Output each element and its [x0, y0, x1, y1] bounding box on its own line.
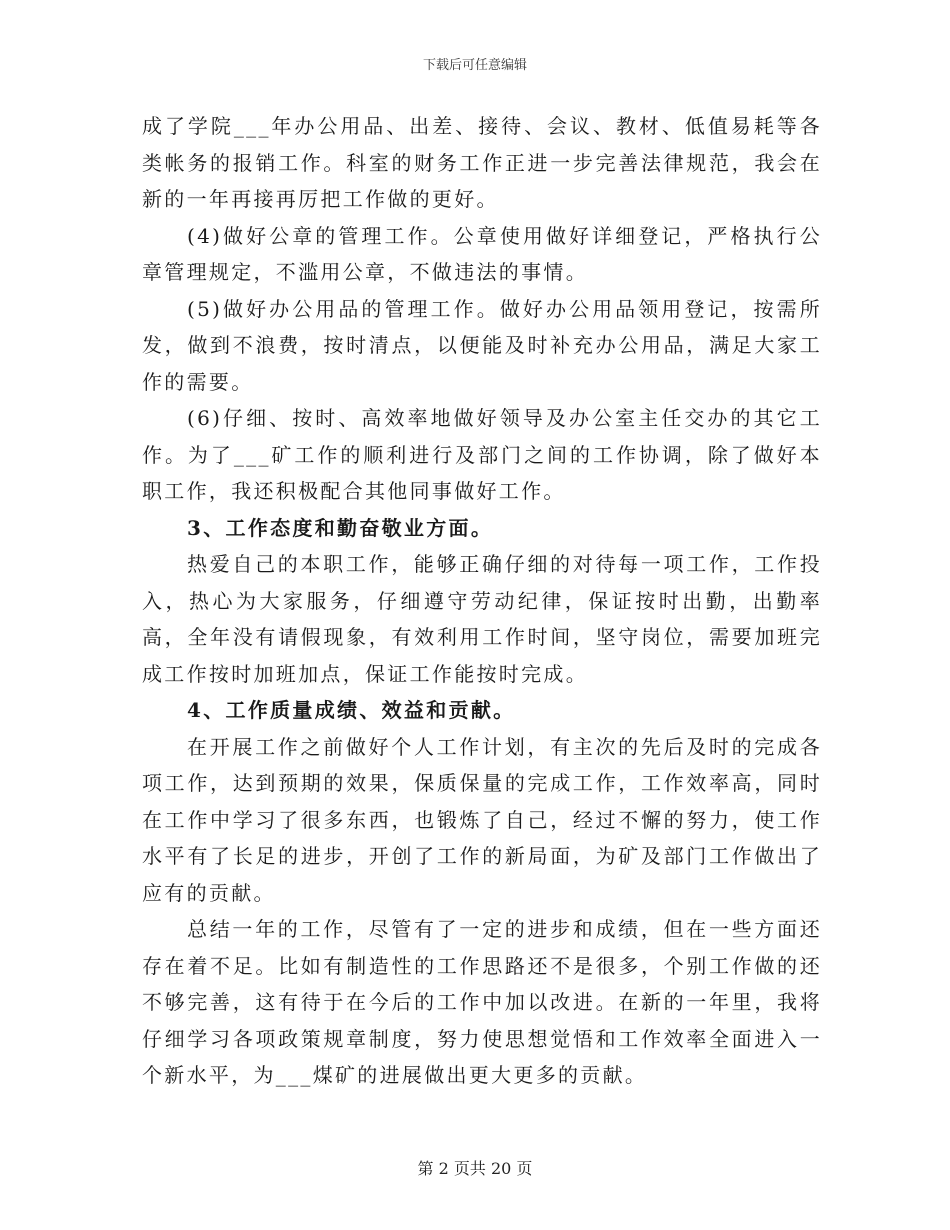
paragraph-summary: 总结一年的工作，尽管有了一定的进步和成绩，但在一些方面还存在着不足。比如有制造性的工作思路还不是很多，个别工作做的还不够完善，这有待于在今后的工作中加以改进。在新的一年里，我将仔细学习各项政策规章制度，努力使思想觉悟和工作效率全面进入一个新水平，为___煤矿的进展做出更大更多的贡献。: [142, 917, 822, 1087]
paragraph-item-5: (5)做好办公用品的管理工作。做好办公用品领用登记，按需所发，做到不浪费，按时清点，以便能及时补充办公用品，满足大家工作的需要。: [142, 296, 822, 394]
section-heading-4: 4、工作质量成绩、效益和贡献。: [187, 698, 516, 722]
document-body: [142, 108, 822, 1094]
paragraph-item-4: (4)做好公章的管理工作。公章使用做好详细登记，严格执行公章管理规定，不滥用公章，不做违法的事情。: [142, 223, 822, 284]
page-header: 下载后可任意编辑: [422, 58, 527, 73]
page-footer: 第 2 页共 20 页: [417, 1159, 533, 1178]
paragraph-1: 成了学院___年办公用品、出差、接待、会议、教材、低值易耗等各类帐务的报销工作。科室的财务工作正进一步完善法律规范，我会在新的一年再接再厉把工作做的更好。: [142, 114, 822, 211]
section-heading-3: 3、工作态度和勤奋敬业方面。: [187, 515, 494, 540]
paragraph-item-6: (6)仔细、按时、高效率地做好领导及办公室主任交办的其它工作。为了___矿工作的顺利进行及部门之间的工作协调，除了做好本职工作，我还积极配合其他同事做好工作。: [142, 406, 822, 503]
paragraph-work-attitude: 热爱自己的本职工作，能够正确仔细的对待每一项工作，工作投入，热心为大家服务，仔细遵守劳动纪律，保证按时出勤，出勤率高，全年没有请假现象，有效利用工作时间，坚守岗位，需要加班完成工作按时加班加点，保证工作能按时完成。: [142, 552, 822, 686]
paragraph-work-quality: 在开展工作之前做好个人工作计划，有主次的先后及时的完成各项工作，达到预期的效果，保质保量的完成工作，工作效率高，同时在工作中学习了很多东西，也锻炼了自己，经过不懈的努力，使工作水平有了长足的进步，开创了工作的新局面，为矿及部门工作做出了应有的贡献。: [142, 734, 822, 905]
